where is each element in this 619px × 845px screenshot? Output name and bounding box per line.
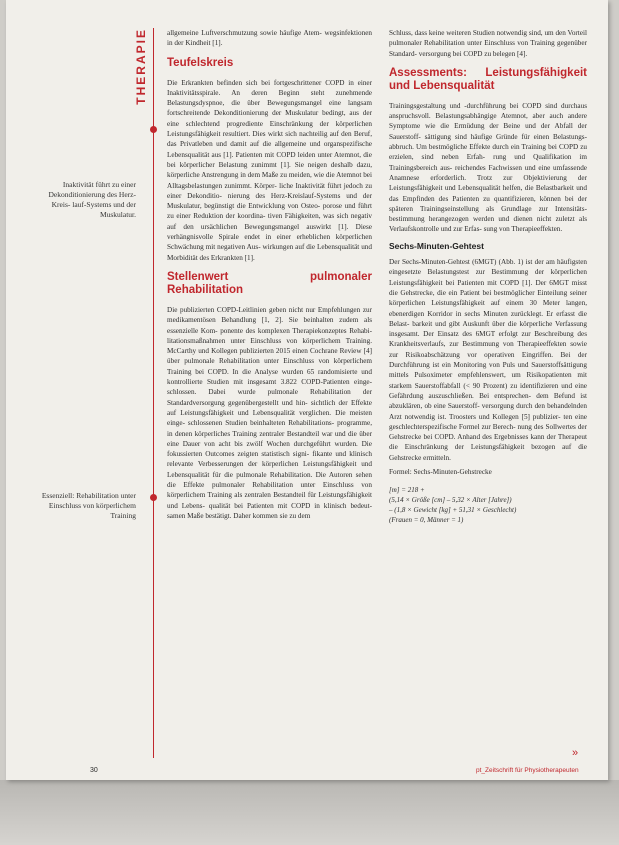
column-right [389,28,587,525]
column-left [167,28,372,525]
paragraph-stellenwert: Die publizierten COPD-Leitlinien geben nicht nur Empfehlungen zur medikamentösen Behandlung [1, 2]. Sie beinhalten zudem als essenzielle Kom- ponente des komplexen Therapiekonzeptes Rehabi- litationsmaßnahmen unter Einschluss von körperlichem Training. McCarthy und Kollegen publizierten 2015 einen Cochrane Review [4] über pulmonale Rehabilitation unter Einschluss von körperlichem Training bei COPD. In die Analyse wurden 65 randomisierte und kontrollierte Studien mit insgesamt 3.822 COPD-Patienten einge- schlossen. Dabei wurde pulmonale Rehabilitation der Standardversorgung gegenübergestellt und hin- sichtlich der Effekte auf Leistungsfähigkeit und Lebensqualität verglichen. Die meisten einge- schlossenen Studien beinhalteten Rehabilitations- programme, in denen körperliches Training zentraler Bestandteil war und die über eine Dauer von acht bis zwölf Wochen durchgeführt wurden. Die fokussierten Outcomes zeigten statistisch signi- fikante und klinisch relevante Verbesserungen der körperlichen Leistungsfähigkeit und Lebensqualität für die pulmonale Rehabilitation. Die Autoren sehen die Effekte pulmonaler Rehabilitation unter Einschluss von körperlichem Training als zentralen Bestandteil für Leistungsfähigkeit und Lebens- qualität bei Patienten mit COPD in klinisch bedeut- samen Maße bestätigt. Daher kommen sie zu dem [167,305,372,520]
heading-sechs-minuten: Sechs-Minuten-Gehtest [389,240,484,251]
formula-line-2: (5,14 × Größe [cm] – 5,32 × Alter [Jahre]) [389,496,512,505]
paragraph-teufelskreis: Die Erkrankten befinden sich bei fortgeschrittener COPD in einer Inaktivitätsspirale. An deren Beginn steht zunehmende Belastungsdyspnoe, die über Bewegungsmangel eine langsam fortschreitende Dekonditionierung der Muskulatur bedingt, aus der eine schlechtend progrediente Einschränkung der körperlichen Leistungsfähigkeit resultiert. Dies wirkt sich nachteilig auf den Beruf, das Privatleben und damit auf die allgemeine und organspezifische Lebensqualität aus [1]. Patienten mit COPD leiden unter Atemnot, die bei körperlicher Belastung zunimmt [1]. Sie neigen deshalb dazu, körperliche Anstrengung in dem Maße zu meiden, wie die Atemnot bei Alltagsbelastungen zunimmt. Körper- liche Inaktivität führt jedoch zu einer Dekonditio- nierung des Herz-Kreislauf-Systems und der Muskulatur, begünstigt die Entwicklung von Osteo- porose und führt zu einer Reduktion der koordina- tiven Fähigkeiten, was sich negativ auf den ursächlichen Bewegungsmangel auswirkt [1]. Diese verhängnisvolle Spirale endet in einer erheblichen körperlichen Schwächung mit negativen Aus- wirkungen auf die Lebensqualität und Morbidität des Erkrankten [1]. [167,78,372,262]
paragraph-assessments: Trainingsgestaltung und -durchführung bei COPD sind durchaus anspruchsvoll. Belastungsabhängige Atemnot, aber auch andere Symptome wie die Ermüdung der Beine und der Abfall der Sauerstoff- sättigung sind häufige Gründe für einen Belastungs- abbruch. Um bestmögliche Effekte durch ein Training bei COPD zu erzielen, sind neben Erfah- rung und Qualifikation im Trainingsbereich aus- reichendes Fachwissen und eine umfassende Anamnese erforderlich. Trotz zur Objektivierung der Leistungsfähigkeit und Lebensqualität helfen, die Belastbarkeit und das Empfinden des Patienten zu quantifizieren, können bei der späteren Trainingseinstellung als Grundlage zur Intensitäts- bestimmung herangezogen werden und dienen nicht zuletzt als Verlaufskontrolle und zur Erfas- sung von Therapieeffekten. [389,101,587,234]
magazine-page [6,0,608,780]
formula-line-3: – (1,8 × Gewicht [kg] + 51,31 × Geschlecht) [389,506,517,515]
margin-rule [153,28,154,758]
formula-label: Formel: Sechs-Minuten-Gehstrecke [389,467,492,476]
magazine-name: pt_Zeitschrift für Physiotherapeuten [476,767,579,774]
intro-paragraph-right: Schluss, dass keine weiteren Studien notwendig sind, um den Vorteil pulmonaler Rehabilitation unter Einschluss von Training gegenüber Standard- versorgung bei COPD zu belegen [4]. [389,29,587,58]
section-tag: THERAPIE [134,28,148,105]
continue-chevron-icon: » [572,747,579,759]
margin-note-rehabilitation: Essenziell: Rehabilitation unter Einschluss von körperlichem Training [41,491,136,520]
intro-paragraph: allgemeine Luftverschmutzung sowie häufige Atem- wegsinfektionen in der Kindheit [1]. [167,29,372,48]
heading-stellenwert: Stellenwert pulmonaler Rehabilitation [167,270,372,296]
rule-bullet-1 [150,126,157,133]
paragraph-sechs-minuten: Der Sechs-Minuten-Gehtest (6MGT) (Abb. 1) ist der am häufigsten eingesetzte Belastungstest zur Bestimmung der körperlichen Leistungsfähigkeit bei Patienten mit COPD [1]. Der 6MGT misst die Gehstrecke, die ein Patient bei bestmöglicher Einteilung seiner körperlichen Leistungsfähigkeit auf einem 30 Meter langen, ebenerdigen Korridor in sechs Minuten zurücklegt. Er erfasst die Belast- barkeit und gibt Auskunft über die körperliche Verfassung insgesamt. Der Einsatz des 6MGT erfolgt zur Beschreibung des Krankheitsverlaufs, zur Bestimmung von Therapieeffekten sowie zur Risikoabschätzung vor operativen Eingriffen. Bei der Durchführung ist ein Monitoring von Puls und Sauerstoffsättigung mittels Pulsoximeter empfehlenswert, um Risikopatienten mit starkem Sauerstoffabfall (< 90 Prozent) zu identifizieren und eine Gefährdung auszuschließen. Bei entsprechen- dem Befund ist abzuklären, ob eine Sauerstoff- versorgung durch den behandelnden Arzt notwendig ist. Troosters und Kollegen [5] publizier- ten eine geschlechterspezifische Formel zur Berech- nung des Sollwertes der Gehstrecke bei COPD. Anhand des Ergebnisses kann der Therapeut die Einschränkung der Leistungsfähigkeit bezogen auf die Gehstrecke ermitteln. [389,258,587,462]
margin-note-inaktivitaet: Inaktivität führt zu einer Dekonditionierung des Herz-Kreis- lauf-Systems und der Muskulatur. [48,180,136,219]
background-shadow [0,780,619,845]
formula-line-4: (Frauen = 0, Männer = 1) [389,516,464,525]
page-number: 30 [90,767,98,774]
heading-teufelskreis: Teufelskreis [167,56,234,69]
formula-block [389,485,587,525]
formula-line-1: [m] = 218 + [389,486,425,495]
rule-bullet-2 [150,494,157,501]
heading-assessments: Assessments: Leistungsfähigkeit und Lebensqualität [389,66,587,92]
